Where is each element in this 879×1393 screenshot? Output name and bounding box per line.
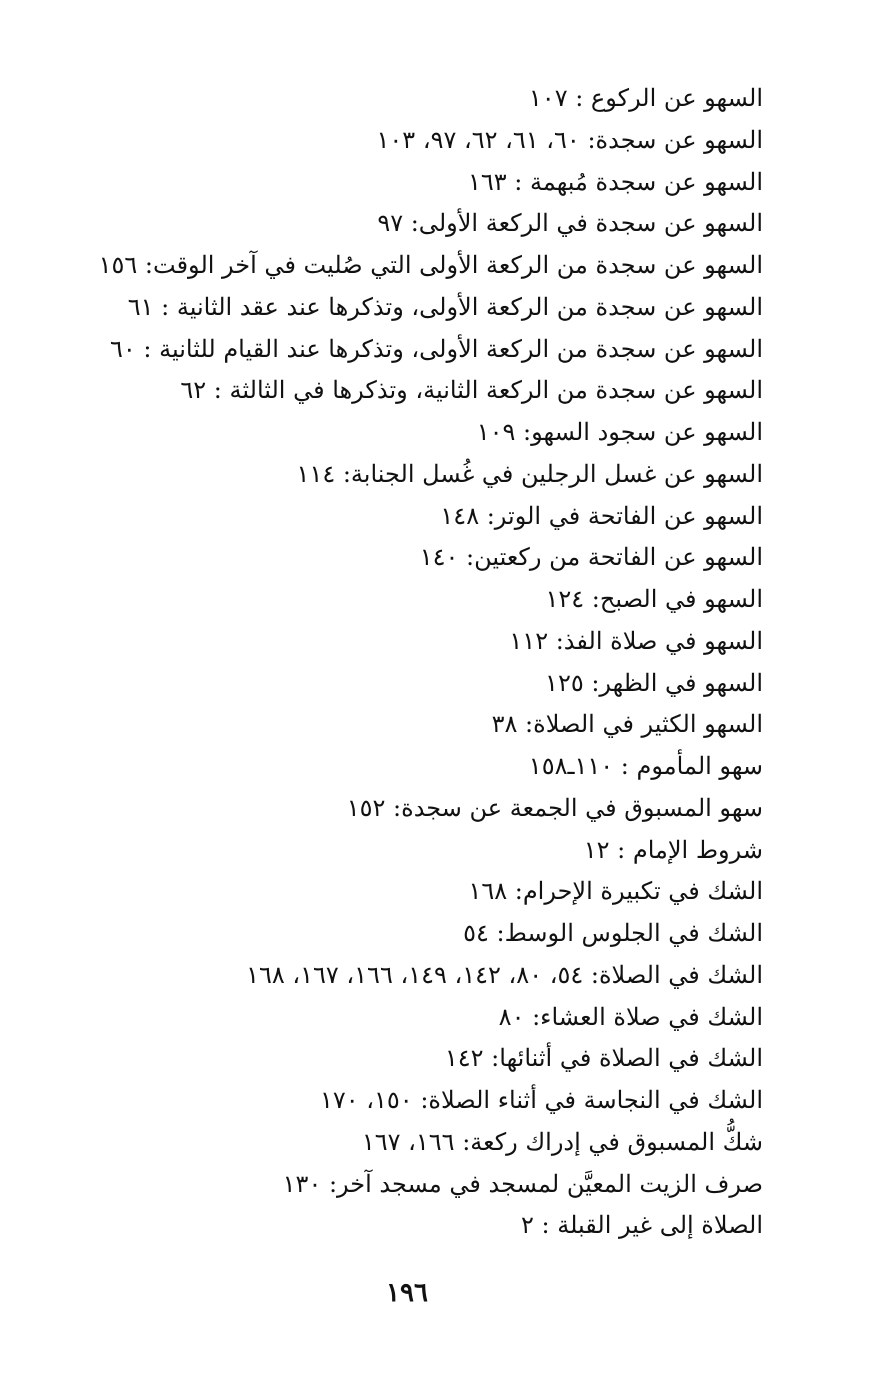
index-entry: السهو عن سجدة من الركعة الثانية، وتذكرها في الثالثة : ٦٢ — [180, 376, 763, 405]
index-entry: السهو الكثير في الصلاة: ٣٨ — [491, 710, 763, 739]
index-entry: السهو عن سجدة: ٦٠، ٦١، ٦٢، ٩٧، ١٠٣ — [376, 125, 763, 154]
index-entry: السهو عن سجدة مُبهمة : ١٦٣ — [467, 167, 763, 196]
index-entry: شروط الإمام : ١٢ — [583, 835, 763, 864]
index-entry: السهو عن الركوع : ١٠٧ — [528, 84, 763, 112]
index-entry: السهو عن سجود السهو: ١٠٩ — [476, 418, 763, 446]
index-entry: السهو عن غسل الرجلين في غُسل الجنابة: ١١٤ — [296, 459, 763, 488]
index-entry: الصلاة إلى غير القبلة : ٢ — [520, 1211, 763, 1240]
index-entry: السهو في صلاة الفذ: ١١٢ — [509, 626, 763, 655]
index-entry: صرف الزيت المعيَّن لمسجد في مسجد آخر: ١٣٠ — [282, 1169, 763, 1198]
index-entry: السهو عن الفاتحة في الوتر: ١٤٨ — [440, 501, 763, 530]
index-entry: السهو عن سجدة من الركعة الأولى، وتذكرها عند عقد الثانية : ٦١ — [127, 292, 763, 321]
index-entry: الشك في الصلاة: ٥٤، ٨٠، ١٤٢، ١٤٩، ١٦٦، ١٦٧، ١٦٨ — [246, 960, 763, 989]
index-entry: السهو عن الفاتحة من ركعتين: ١٤٠ — [419, 543, 763, 572]
index-entries-list — [63, 78, 763, 1247]
index-entry: سهو المأموم : ١١٠ـ١٥٨ — [528, 752, 763, 780]
index-entry: الشك في النجاسة في أثناء الصلاة: ١٥٠، ١٧٠ — [319, 1086, 763, 1114]
index-entry: السهو عن سجدة من الركعة الأولى، وتذكرها عند القيام للثانية : ٦٠ — [109, 334, 763, 363]
index-entry: الشك في الجلوس الوسط: ٥٤ — [463, 919, 763, 947]
index-entry: سهو المسبوق في الجمعة عن سجدة: ١٥٢ — [346, 793, 763, 822]
index-entry: شكُّ المسبوق في إدراك ركعة: ١٦٦، ١٦٧ — [361, 1127, 763, 1156]
page-number: ١٩٦ — [386, 1278, 428, 1308]
index-entry: الشك في صلاة العشاء: ٨٠ — [498, 1002, 763, 1031]
index-entry: السهو عن سجدة في الركعة الأولى: ٩٧ — [377, 209, 763, 238]
index-entry: الشك في الصلاة في أثنائها: ١٤٢ — [444, 1044, 763, 1073]
index-entry: السهو في الظهر: ١٢٥ — [545, 668, 763, 697]
index-entry: الشك في تكبيرة الإحرام: ١٦٨ — [468, 877, 763, 906]
index-entry: السهو في الصبح: ١٢٤ — [545, 585, 763, 613]
index-entry: السهو عن سجدة من الركعة الأولى التي صُليت في آخر الوقت: ١٥٦ — [98, 251, 763, 279]
